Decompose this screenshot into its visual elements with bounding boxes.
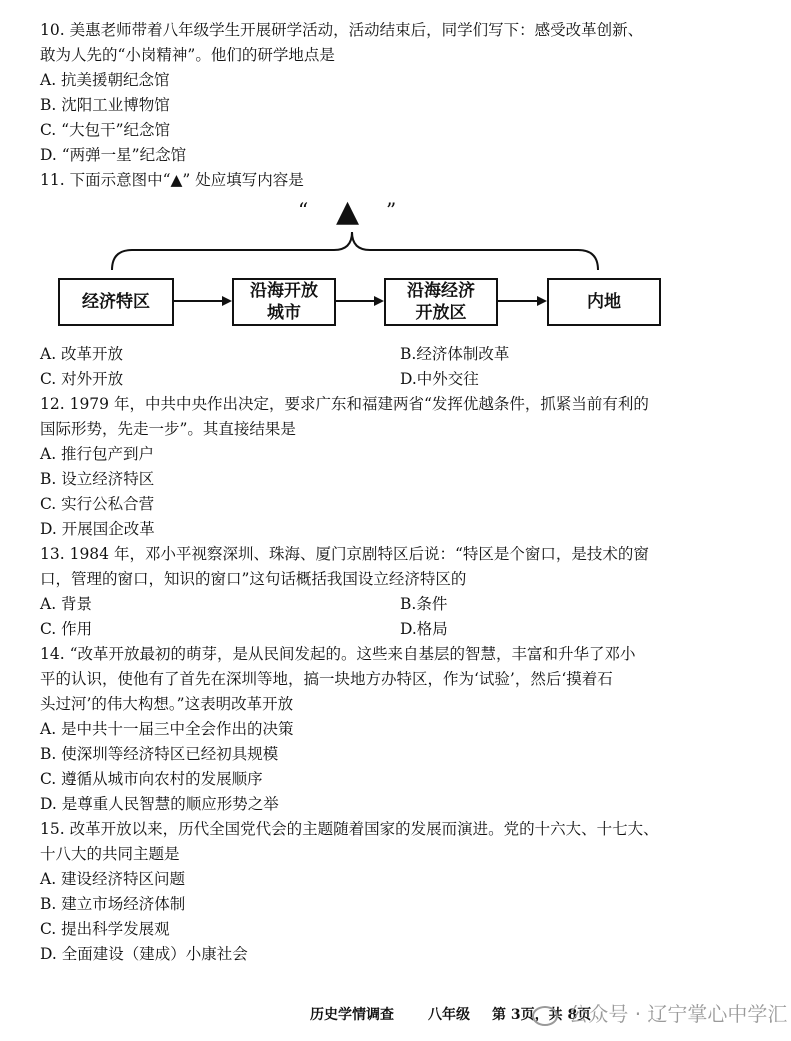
q10-stem-line1: 10. 美惠老师带着八年级学生开展研学活动，活动结束后，同学们写下：感受改革创新、 [40,21,644,39]
watermark [532,998,787,1027]
q10-option-c: C. “大包干”纪念馆 [40,121,171,139]
box-economic-zone [58,278,174,326]
q12-option-c: C. 实行公私合营 [40,495,155,513]
diagram-open-quote: “ [298,198,309,222]
footer-subject: 历史学情调查 [310,1007,394,1023]
diagram-close-quote: ” [386,198,397,222]
box2-line1: 沿海开放 [250,281,318,301]
box3-line2: 开放区 [415,303,467,323]
q13-stem-line2: 口，管理的窗口，知识的窗口”这句话概括我国设立经济特区的 [40,570,467,588]
arrow-3-head [537,296,547,306]
box3-line1: 沿海经济 [407,281,475,301]
q12-option-a: A. 推行包产到户 [40,445,155,463]
q12-option-b: B. 设立经济特区 [40,470,155,488]
q11-stem: 11. 下面示意图中“▲” 处应填写内容是 [40,171,304,189]
q10-stem-line2: 敢为人先的“小岗精神”。他们的研学地点是 [40,46,335,64]
box2-line2: 城市 [267,303,301,323]
box-coastal-cities [232,278,336,326]
q14-option-b: B. 使深圳等经济特区已经初具规模 [40,745,279,763]
q12-stem-line1: 12. 1979 年，中共中央作出决定，要求广东和福建两省“发挥优越条件，抓紧当前有利的 [40,395,649,413]
q11-option-b: B.经济体制改革 [400,345,510,363]
q14-option-c: C. 遵循从城市向农村的发展顺序 [40,770,263,788]
diagram-brace [112,232,598,270]
footer-grade: 八年级 [428,1007,470,1023]
q11-option-c: C. 对外开放 [40,370,124,388]
q15-option-c: C. 提出科学发展观 [40,920,170,938]
q13-option-a: A. 背景 [40,595,93,613]
box-coastal-open-areas [384,278,498,326]
q14-stem-line3: 头过河’的伟大构想。”这表明改革开放 [40,695,294,713]
q13-stem-line1: 13. 1984 年，邓小平视察深圳、珠海、厦门京剧特区后说：“特区是个窗口，是技术的窗 [40,545,649,563]
footer-page: 第 3页，共 8页 [492,1007,592,1023]
wechat-icon [532,1006,558,1026]
q10-option-d: D. “两弹一星”纪念馆 [40,146,187,164]
q14-stem-line2: 平的认识，使他有了首先在深圳等地，搞一块地方办特区，作为‘试验’，然后‘摸着石 [40,670,613,688]
q13-option-c: C. 作用 [40,620,93,638]
q10-option-a: A. 抗美援朝纪念馆 [40,71,170,89]
q14-stem-line1: 14. “改革开放最初的萌芽，是从民间发起的。这些来自基层的智慧，丰富和升华了邓小 [40,645,636,663]
watermark-text: 公众号 · 辽宁掌心中学汇 [568,1002,788,1026]
q15-option-b: B. 建立市场经济体制 [40,895,186,913]
q15-option-d: D. 全面建设（建成）小康社会 [40,945,248,963]
arrow-2-head [374,296,384,306]
box1-label: 经济特区 [82,292,150,312]
q11-option-d: D.中外交往 [400,370,479,388]
q15-stem-line2: 十八大的共同主题是 [40,845,180,863]
box-inland [547,278,661,326]
box4-label: 内地 [587,292,621,312]
q13-option-d: D.格局 [400,620,448,638]
q14-option-d: D. 是尊重人民智慧的顺应形势之举 [40,795,279,813]
q15-stem-line1: 15. 改革开放以来，历代全国党代会的主题随着国家的发展而演进。党的十六大、十七大、 [40,820,659,838]
triangle-icon: ▲ [336,194,360,229]
q10-option-b: B. 沈阳工业博物馆 [40,96,170,114]
q15-option-a: A. 建设经济特区问题 [40,870,186,888]
arrow-1-head [222,296,232,306]
q13-option-b: B.条件 [400,595,448,613]
q12-stem-line2: 国际形势，先走一步”。其直接结果是 [40,420,296,438]
q11-option-a: A. 改革开放 [40,345,124,363]
q14-option-a: A. 是中共十一届三中全会作出的决策 [40,720,294,738]
q12-option-d: D. 开展国企改革 [40,520,155,538]
